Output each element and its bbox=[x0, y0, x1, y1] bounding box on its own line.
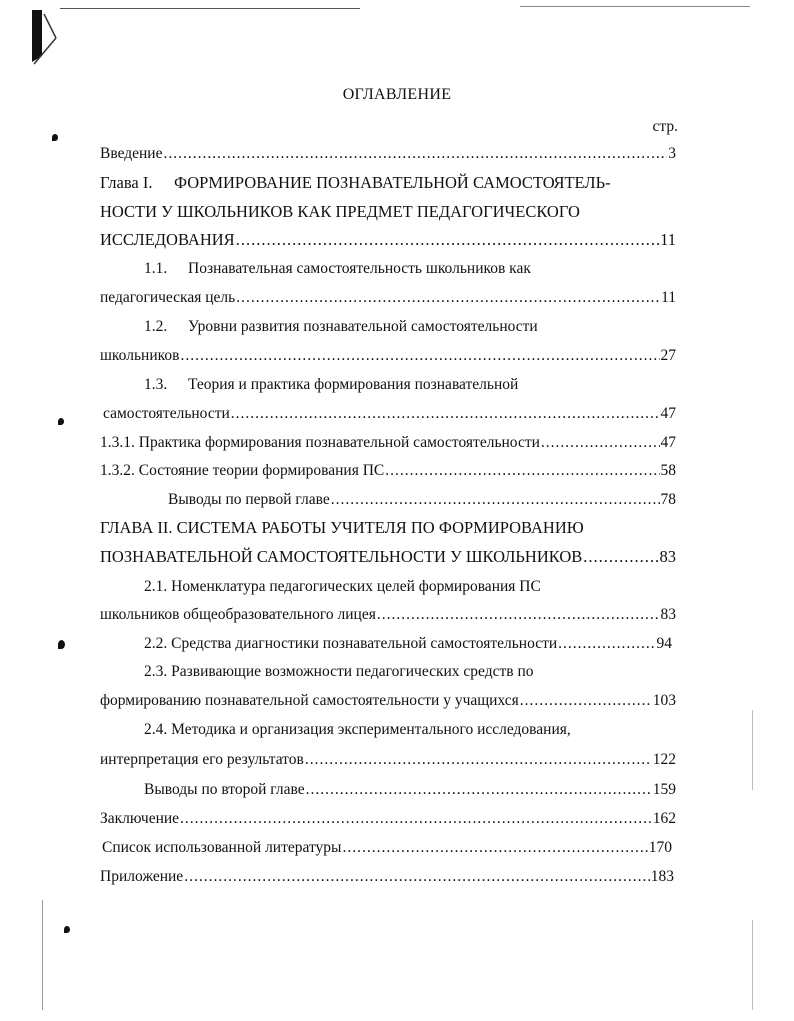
toc-entry bbox=[100, 143, 676, 165]
toc-entry bbox=[100, 661, 676, 683]
toc-entry bbox=[100, 837, 672, 859]
toc-entry-text: 2.2. Средства диагностики познавательной самостоятельности bbox=[144, 635, 558, 652]
toc-entry bbox=[100, 576, 676, 598]
leader-dots bbox=[305, 749, 652, 771]
toc-entry-text: школьников общеобразовательного лицея bbox=[100, 606, 376, 623]
toc-title: ОГЛАВЛЕНИЕ bbox=[342, 86, 452, 103]
toc-entry-number: 1.3. bbox=[144, 376, 168, 393]
toc-entry-page: 83 bbox=[659, 547, 676, 566]
leader-dots bbox=[583, 546, 658, 568]
toc-entry-text: Приложение bbox=[100, 868, 184, 885]
toc-entry-text: 2.1. Номенклатура педагогических целей формирования ПС bbox=[144, 578, 541, 595]
toc-entry-page: 162 bbox=[652, 810, 676, 827]
leader-dots bbox=[236, 287, 660, 309]
toc-entry-page: 103 bbox=[652, 692, 676, 709]
scan-edge-line bbox=[42, 900, 43, 1010]
toc-entry bbox=[100, 719, 676, 741]
toc-entry-text: Теория и практика формирования познавательной bbox=[188, 376, 519, 393]
toc-entry-page: 94 bbox=[656, 635, 672, 652]
leader-dots bbox=[558, 633, 655, 655]
toc-entry-text: ФОРМИРОВАНИЕ ПОЗНАВАТЕЛЬНОЙ САМОСТОЯТЕЛЬ- bbox=[174, 173, 611, 192]
leader-dots bbox=[231, 403, 660, 425]
toc-entry-page: 78 bbox=[660, 491, 676, 508]
scan-edge-line bbox=[752, 920, 753, 1010]
toc-entry-text: ПОЗНАВАТЕЛЬНОЙ САМОСТОЯТЕЛЬНОСТИ У ШКОЛЬНИКОВ bbox=[100, 547, 583, 566]
toc-entry bbox=[100, 808, 676, 830]
toc-entry-text: Выводы по первой главе bbox=[168, 491, 330, 508]
toc-entry bbox=[100, 316, 676, 338]
toc-entry-text: ИССЛЕДОВАНИЯ bbox=[100, 230, 235, 249]
toc-entry-text: Введение bbox=[100, 145, 163, 162]
toc-entry-text: Уровни развития познавательной самостоятельности bbox=[188, 318, 538, 335]
toc-entry bbox=[100, 866, 674, 888]
toc-entry-text: школьников bbox=[100, 347, 180, 364]
toc-entry-number: 1.2. bbox=[144, 318, 168, 335]
scan-edge-line bbox=[60, 8, 360, 9]
leader-dots bbox=[520, 690, 652, 712]
toc-entry-text: 1.3.2. Состояние теории формирования ПС bbox=[100, 462, 385, 479]
leader-dots bbox=[163, 143, 667, 165]
toc-entry-text: Список использованной литературы bbox=[102, 839, 342, 856]
scan-edge-line bbox=[520, 6, 750, 7]
toc-entry bbox=[100, 604, 676, 626]
toc-entry bbox=[100, 287, 676, 309]
leader-dots bbox=[342, 837, 647, 859]
toc-entry-page: 122 bbox=[652, 751, 676, 768]
leader-dots bbox=[331, 489, 660, 511]
scan-speck bbox=[64, 926, 70, 933]
scan-corner-mark bbox=[30, 8, 58, 66]
toc-entry-page: 3 bbox=[668, 145, 676, 162]
toc-entry bbox=[100, 633, 672, 655]
toc-entry-text: педагогическая цель bbox=[100, 289, 236, 306]
toc-entry-page: 183 bbox=[650, 868, 674, 885]
scan-edge-line bbox=[752, 710, 753, 790]
toc-entry bbox=[100, 517, 676, 539]
toc-entry-text: 2.3. Развивающие возможности педагогических средств по bbox=[144, 663, 534, 680]
toc-entry-page: 83 bbox=[660, 606, 676, 623]
toc-entry bbox=[100, 258, 676, 280]
toc-entry-page: 11 bbox=[661, 289, 676, 306]
toc-entry-number: 1.1. bbox=[144, 260, 168, 277]
toc-entry-page: 47 bbox=[660, 405, 676, 422]
toc-entry bbox=[100, 403, 676, 425]
leader-dots bbox=[236, 229, 659, 251]
leader-dots bbox=[180, 345, 659, 367]
toc-entry-text: НОСТИ У ШКОЛЬНИКОВ КАК ПРЕДМЕТ ПЕДАГОГИЧЕСКОГО bbox=[100, 202, 580, 221]
toc-entry-page: 47 bbox=[660, 434, 676, 451]
leader-dots bbox=[184, 866, 650, 888]
toc-entry-text: Выводы по второй главе bbox=[144, 781, 305, 798]
toc-entry-text: самостоятельности bbox=[103, 405, 230, 422]
scan-speck bbox=[52, 134, 58, 141]
toc-entry-page: 159 bbox=[652, 781, 676, 798]
toc-entry-text: формированию познавательной самостоятельности у учащихся bbox=[100, 692, 519, 709]
leader-dots bbox=[541, 432, 660, 454]
toc-entry bbox=[100, 460, 676, 482]
toc-entry-page: 11 bbox=[660, 230, 676, 249]
leader-dots bbox=[377, 604, 660, 626]
leader-dots bbox=[385, 460, 659, 482]
toc-entry-number: Глава I. bbox=[100, 173, 153, 192]
toc-entry-page: 58 bbox=[660, 462, 676, 479]
toc-entry bbox=[100, 779, 676, 801]
toc-entry-text: интерпретация его результатов bbox=[100, 751, 304, 768]
scan-speck bbox=[58, 640, 65, 649]
page-column-label: стр. bbox=[652, 118, 678, 135]
toc-entry bbox=[100, 749, 676, 771]
toc-entry-text: 2.4. Методика и организация экспериментального исследования, bbox=[144, 721, 571, 738]
toc-entry-text: 1.3.1. Практика формирования познавательной самостоятельности bbox=[100, 434, 540, 451]
toc-entry-text: ГЛАВА II. СИСТЕМА РАБОТЫ УЧИТЕЛЯ ПО ФОРМИРОВАНИЮ bbox=[100, 518, 584, 537]
toc-entry bbox=[100, 432, 676, 454]
toc-entry bbox=[100, 489, 676, 511]
toc-entry bbox=[100, 690, 676, 712]
toc-entry bbox=[100, 546, 676, 568]
leader-dots bbox=[306, 779, 652, 801]
toc-entry-text: Заключение bbox=[100, 810, 180, 827]
toc-entry-page: 170 bbox=[648, 839, 672, 856]
toc-entry bbox=[100, 201, 676, 223]
leader-dots bbox=[180, 808, 652, 830]
toc-entry bbox=[100, 172, 676, 194]
toc-entry bbox=[100, 345, 676, 367]
toc-entry bbox=[100, 229, 676, 251]
scan-speck bbox=[58, 418, 64, 425]
toc-entry-page: 27 bbox=[660, 347, 676, 364]
toc-entry-text: Познавательная самостоятельность школьников как bbox=[188, 260, 531, 277]
toc-entry bbox=[100, 374, 676, 396]
